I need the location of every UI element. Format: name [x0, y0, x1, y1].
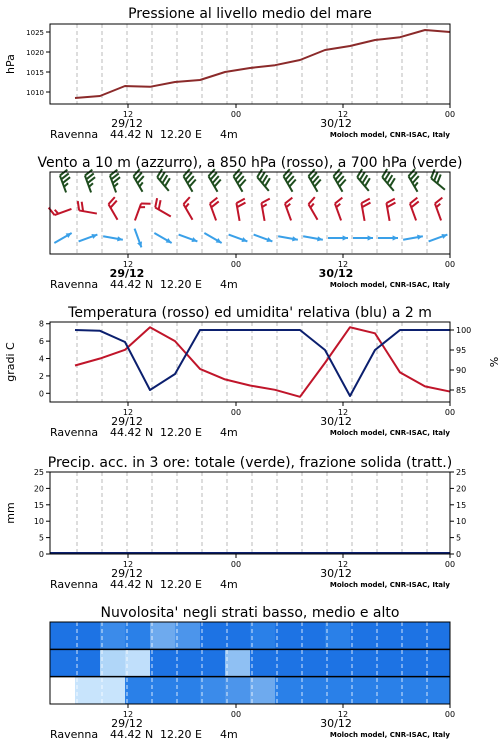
temperature-xtick-label: 00 [230, 408, 242, 417]
wind-barb-staff [184, 204, 193, 220]
location-lat: 44.42 N [110, 578, 154, 591]
wind-xtick-label: 00 [230, 260, 242, 269]
cloud-cell [125, 622, 151, 649]
wind-barb [60, 170, 70, 193]
wind-barb [236, 199, 245, 221]
cloud-cell [400, 677, 426, 704]
wind-barb [309, 169, 321, 192]
cloud-cell [375, 649, 401, 676]
precip-ytick-label: 5 [38, 533, 44, 543]
wind-barb [378, 235, 398, 240]
location-lat: 44.42 N [110, 128, 154, 141]
precip-panel [4, 455, 466, 591]
location-lon: 12.20 E [160, 278, 202, 291]
precip-ytick-label: 15 [33, 500, 44, 510]
wind-barb [209, 169, 221, 192]
clouds-xtick-label: 00 [444, 710, 456, 719]
wind-arrow-head [266, 237, 272, 242]
wind-barb [85, 170, 95, 193]
wind-arrow-head [368, 235, 373, 240]
cloud-cell [150, 622, 176, 649]
wind-barb [135, 229, 142, 248]
location-name: Ravenna [50, 128, 99, 141]
temperature-date-label: 29/12 [111, 415, 143, 428]
wind-barb [254, 235, 273, 242]
clouds-xtick-label: 00 [230, 710, 242, 719]
temperature-y2tick-label: 100 [456, 326, 472, 335]
temperature-ytick-label: 0 [38, 389, 44, 399]
wind-barb-staff [79, 210, 97, 213]
pressure-date-label: 29/12 [111, 117, 143, 130]
precip-ytick-label: 20 [33, 484, 44, 494]
temperature-date-label: 30/12 [320, 415, 352, 428]
precip-title: Precip. acc. in 3 ore: totale (verde), frazione solida (tratt.) [47, 455, 453, 471]
pressure-ytick-label: 1020 [26, 49, 44, 57]
temperature-frame [50, 322, 450, 402]
wind-barb [109, 197, 118, 220]
pressure-panel [4, 6, 455, 141]
wind-barb-staff [309, 204, 318, 220]
temperature-ytick-label: 6 [38, 337, 44, 347]
pressure-ytick-label: 1025 [26, 29, 44, 37]
cloud-cell [300, 622, 326, 649]
wind-barb-feather [309, 197, 315, 204]
temperature-ylabel: gradi C [4, 342, 17, 382]
precip-date-label: 29/12 [111, 567, 143, 580]
wind-xtick-label: 12 [337, 260, 349, 269]
pressure-xtick-label: 00 [444, 110, 456, 119]
wind-barb [54, 233, 71, 243]
wind-barb [328, 235, 348, 240]
wind-panel [37, 155, 462, 291]
location-lat: 44.42 N [110, 426, 154, 439]
wind-barb-feather [261, 199, 269, 204]
pressure-ytick-label: 1010 [26, 89, 44, 97]
wind-barb-half-feather [89, 183, 93, 187]
wind-barb-half-feather [262, 204, 267, 207]
wind-barb [210, 198, 219, 221]
precip-xtick-label: 12 [337, 560, 349, 569]
temperature-y2label: % [487, 356, 500, 368]
cloud-cell [75, 649, 101, 676]
wind-barb [410, 198, 419, 221]
temperature-ytick-label: 8 [38, 319, 44, 329]
cloud-cell [300, 677, 326, 704]
precip-date-label: 30/12 [320, 567, 352, 580]
cloud-cell [225, 649, 251, 676]
precip-xtick-label: 12 [122, 560, 134, 569]
wind-barb [184, 197, 193, 220]
pressure-line [75, 30, 450, 98]
wind-barb-feather [362, 203, 370, 208]
cloud-cell [200, 677, 226, 704]
wind-barb [234, 169, 246, 192]
clouds-date-label: 29/12 [111, 717, 143, 730]
cloud-cell [250, 649, 276, 676]
wind-barb [403, 235, 423, 240]
cloud-cell [425, 622, 451, 649]
wind-barb [155, 198, 171, 216]
cloud-cell [100, 622, 126, 649]
wind-barb [278, 236, 298, 241]
cloud-cell [200, 649, 226, 676]
model-credit: Moloch model, CNR-ISAC, Italy [329, 281, 450, 289]
wind-barb [386, 199, 395, 221]
location-lat: 44.42 N [110, 278, 154, 291]
precip-ytick-label: 10 [33, 517, 44, 527]
pressure-title: Pressione al livello medio del mare [128, 6, 372, 22]
wind-barb-half-feather [415, 182, 418, 186]
precip-y2tick-label: 0 [456, 550, 462, 559]
cloud-cell [175, 649, 201, 676]
pressure-ylabel: hPa [4, 54, 17, 74]
wind-barb-feather [237, 203, 245, 208]
wind-arrow-head [137, 241, 142, 247]
wind-barb [49, 208, 72, 215]
wind-barb [429, 234, 448, 241]
cloud-cell [375, 677, 401, 704]
wind-barb-feather [387, 203, 395, 208]
wind-barb [334, 169, 346, 192]
cloud-cell [50, 622, 76, 649]
wind-barb-feather [285, 198, 292, 204]
location-alt: 4m [220, 426, 238, 439]
cloud-cell [75, 622, 101, 649]
wind-date-label: 29/12 [109, 267, 145, 280]
temperature-xtick-label: 12 [337, 408, 349, 417]
location-name: Ravenna [50, 278, 99, 291]
cloud-cell [100, 649, 126, 676]
temperature-xtick-label: 00 [444, 408, 456, 417]
wind-barb [261, 199, 269, 221]
wind-barb-feather [386, 199, 394, 204]
wind-barb-feather [236, 199, 244, 204]
cloud-cell [250, 677, 276, 704]
precip-y2tick-label: 25 [456, 468, 467, 477]
model-credit: Moloch model, CNR-ISAC, Italy [329, 581, 450, 589]
clouds-xtick-label: 12 [122, 710, 134, 719]
model-credit: Moloch model, CNR-ISAC, Italy [329, 429, 450, 437]
location-name: Ravenna [50, 728, 99, 741]
precip-frame [50, 472, 450, 554]
clouds-date-label: 30/12 [320, 717, 352, 730]
cloud-cell [50, 677, 76, 704]
location-name: Ravenna [50, 426, 99, 439]
wind-barb-feather [335, 198, 342, 204]
wind-barb [154, 233, 171, 243]
cloud-cell [425, 677, 451, 704]
precip-ytick-label: 0 [38, 550, 44, 559]
cloud-cell [100, 677, 126, 704]
temperature-xtick-label: 12 [122, 408, 134, 417]
wind-barb-feather [155, 198, 157, 207]
cloud-cell [275, 677, 301, 704]
location-alt: 4m [220, 278, 238, 291]
wind-barb-half-feather [336, 204, 340, 208]
wind-barb [435, 198, 442, 221]
cloud-cell [275, 649, 301, 676]
wind-barb [79, 234, 98, 241]
wind-barb [110, 170, 120, 193]
cloud-cell [325, 622, 351, 649]
cloud-cell [275, 622, 301, 649]
wind-barb [229, 235, 248, 242]
wind-date-label: 30/12 [318, 267, 354, 280]
cloud-cell [250, 622, 276, 649]
temperature-ytick-label: 4 [38, 354, 44, 364]
wind-barb [135, 204, 151, 221]
precip-ytick-label: 25 [33, 468, 44, 477]
temperature-line [75, 327, 450, 397]
location-lon: 12.20 E [160, 128, 202, 141]
wind-barb [103, 236, 123, 241]
wind-xtick-label: 12 [122, 260, 134, 269]
cloud-cell [175, 622, 201, 649]
clouds-xtick-label: 12 [337, 710, 349, 719]
cloud-cell [325, 677, 351, 704]
wind-arrow-head [241, 237, 247, 242]
precip-y2tick-label: 15 [456, 500, 467, 510]
pressure-date-label: 30/12 [320, 117, 352, 130]
cloud-cell [50, 649, 76, 676]
wind-arrow-head [91, 234, 97, 239]
wind-barb-half-feather [64, 183, 68, 187]
wind-barb [303, 236, 323, 241]
location-alt: 4m [220, 128, 238, 141]
wind-barb [309, 197, 318, 220]
precip-y2tick-label: 10 [456, 517, 467, 527]
location-lon: 12.20 E [160, 578, 202, 591]
wind-barb-half-feather [436, 204, 440, 208]
wind-barb [409, 169, 419, 192]
cloud-cell [425, 649, 451, 676]
location-lat: 44.42 N [110, 728, 154, 741]
wind-barb [179, 235, 198, 242]
precip-xtick-label: 00 [230, 560, 242, 569]
precip-y2tick-label: 20 [456, 484, 467, 494]
wind-xtick-label: 00 [444, 260, 456, 269]
wind-barb [284, 169, 296, 192]
wind-barb [78, 201, 97, 214]
wind-barb [361, 199, 370, 221]
clouds-panel [50, 605, 455, 741]
cloud-cell [175, 677, 201, 704]
wind-barb-feather [184, 197, 190, 204]
cloud-cell [400, 622, 426, 649]
wind-barb-half-feather [114, 183, 118, 187]
wind-barb-staff [135, 204, 141, 221]
wind-arrow-head [191, 237, 197, 242]
cloud-cell [350, 649, 376, 676]
precip-ylabel: mm [4, 502, 17, 524]
wind-barb-half-feather [286, 204, 290, 208]
temperature-y2tick-label: 90 [456, 366, 467, 375]
wind-barb [134, 169, 144, 192]
temperature-panel [4, 305, 500, 439]
wind-barb-feather [361, 199, 369, 204]
wind-arrow-head [393, 235, 398, 240]
pressure-ytick-label: 1015 [26, 69, 44, 77]
cloud-cell [350, 622, 376, 649]
location-lon: 12.20 E [160, 426, 202, 439]
wind-barb-half-feather [311, 203, 314, 207]
wind-title: Vento a 10 m (azzurro), a 850 hPa (rosso), a 700 hPa (verde) [37, 155, 463, 171]
wind-barb [285, 198, 292, 221]
temperature-title: Temperatura (rosso) ed umidita' relativa (blu) a 2 m [68, 305, 432, 321]
wind-barb-feather [437, 175, 440, 184]
cloud-cell [350, 677, 376, 704]
wind-barb [184, 169, 196, 192]
model-credit: Moloch model, CNR-ISAC, Italy [329, 731, 450, 739]
cloud-cell [375, 622, 401, 649]
wind-barb-staff [109, 204, 118, 220]
cloud-cell [75, 677, 101, 704]
cloud-cell [225, 622, 251, 649]
wind-barb-feather [159, 200, 161, 209]
cloud-cell [125, 677, 151, 704]
wind-barb [335, 198, 342, 221]
temperature-y2tick-label: 95 [456, 346, 467, 355]
pressure-xtick-label: 12 [122, 110, 134, 119]
precip-xtick-label: 00 [444, 560, 456, 569]
cloud-cell [150, 649, 176, 676]
wind-barb-feather [82, 202, 83, 211]
wind-barb [204, 233, 221, 243]
wind-barb [353, 235, 373, 240]
location-alt: 4m [220, 728, 238, 741]
wind-barb-half-feather [55, 210, 59, 214]
wind-barb-half-feather [140, 182, 143, 186]
temperature-ytick-label: 2 [38, 371, 44, 381]
cloud-cell [300, 649, 326, 676]
model-credit: Moloch model, CNR-ISAC, Italy [329, 131, 450, 139]
cloud-cell [400, 649, 426, 676]
precip-y2tick-label: 5 [456, 533, 462, 543]
wind-barb-staff [155, 208, 171, 217]
cloud-cell [200, 622, 226, 649]
wind-barb-feather [435, 198, 442, 204]
pressure-xtick-label: 00 [230, 110, 242, 119]
pressure-xtick-label: 12 [337, 110, 349, 119]
cloud-cell [325, 649, 351, 676]
cloud-cell [125, 649, 151, 676]
clouds-title: Nuvolosita' negli strati basso, medio e alto [100, 605, 400, 621]
location-lon: 12.20 E [160, 728, 202, 741]
wind-barb-half-feather [186, 203, 189, 207]
temperature-y2tick-label: 85 [456, 386, 467, 395]
wind-arrow-head [441, 234, 447, 239]
cloud-cell [150, 677, 176, 704]
wind-arrow-head [343, 235, 348, 240]
wind-barb-feather [78, 201, 79, 210]
location-alt: 4m [220, 578, 238, 591]
location-name: Ravenna [50, 578, 99, 591]
cloud-cell [225, 677, 251, 704]
wind-barb-feather [434, 172, 437, 181]
